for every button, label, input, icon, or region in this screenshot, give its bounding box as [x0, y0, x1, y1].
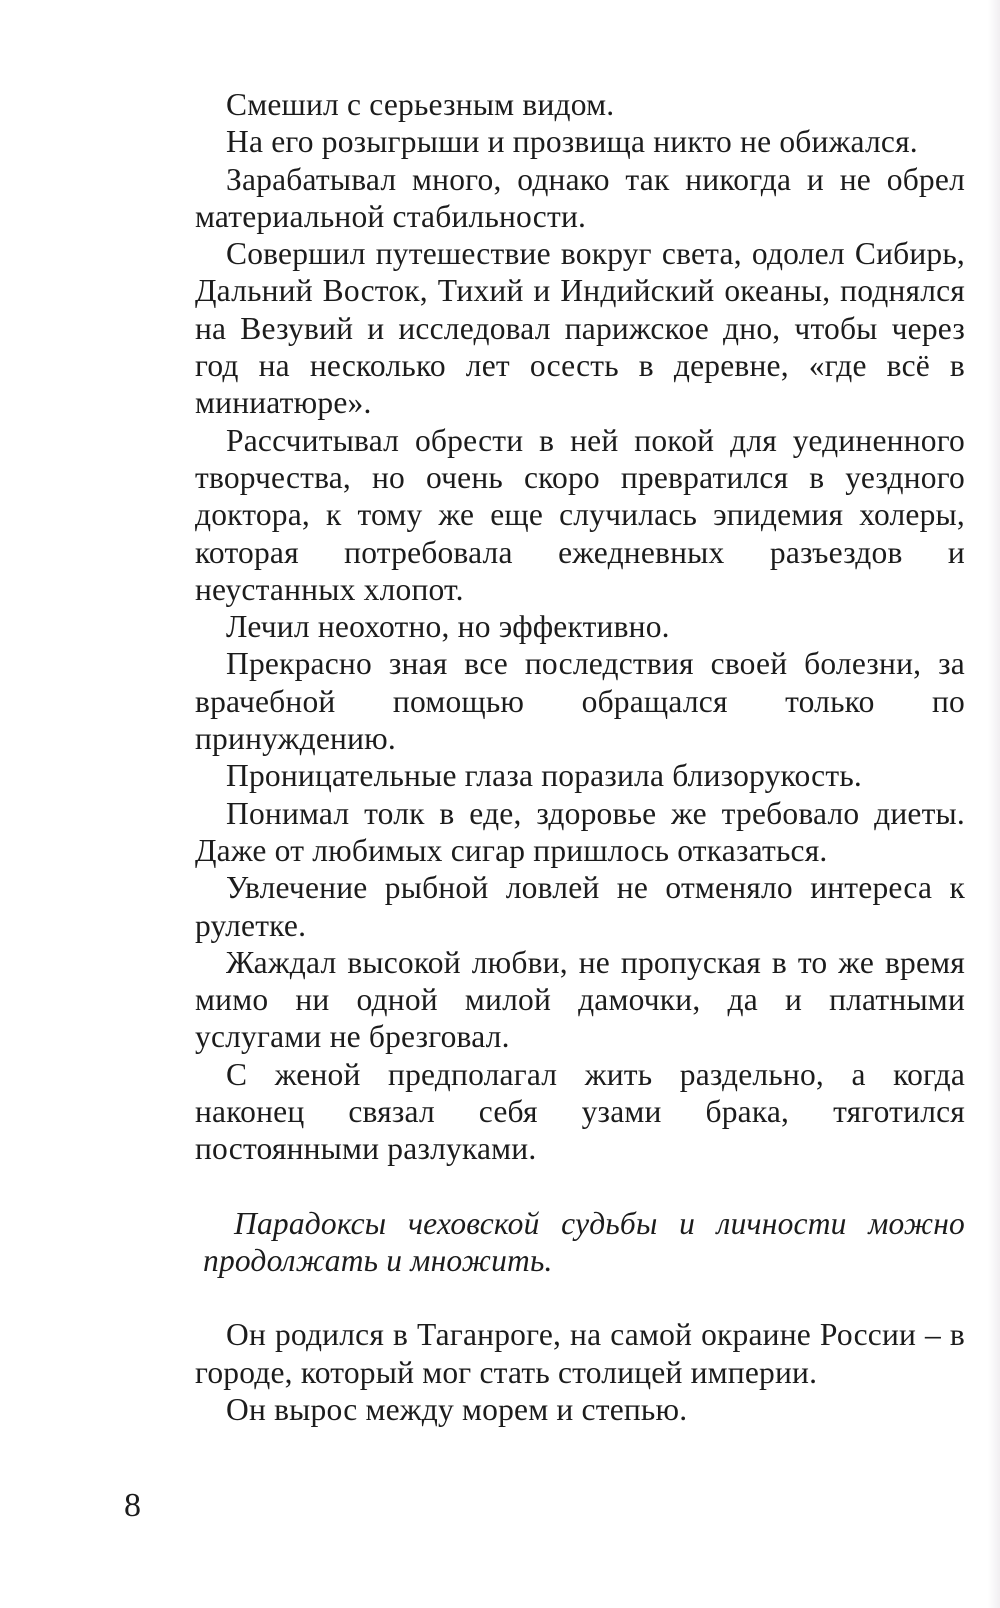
- paragraph-12: С женой предполагал жить раздельно, а когда наконец связал себя узами брака, тяготился постоянными разлуками.: [195, 1056, 965, 1167]
- paragraph-7: Прекрасно зная все последствия своей болезни, за врачебной помощью обращался только по принуждению.: [195, 646, 965, 757]
- paragraph-3: Зарабатывал много, однако так никогда и не обрел материальной стабильности.: [195, 161, 965, 234]
- italic-note: Парадоксы чеховской судьбы и личности можно продолжать и множить.: [203, 1205, 965, 1278]
- paragraph-13: Он родился в Таганроге, на самой окраине России – в городе, который мог стать столицей империи.: [195, 1317, 965, 1390]
- paragraph-14: Он вырос между морем и степью.: [226, 1391, 688, 1427]
- page-edge-shadow: [988, 0, 1000, 1608]
- page-number: 8: [124, 1487, 141, 1524]
- body-text: [195, 86, 965, 1428]
- paragraph-10: Увлечение рыбной ловлей не отменяло интереса к рулетке.: [195, 870, 965, 943]
- paragraph-11: Жаждал высокой любви, не пропуская в то же время мимо ни одной милой дамочки, да и платными услугами не брезговал.: [195, 944, 965, 1055]
- paragraph-5: Рассчитывал обрести в ней покой для уединенного творчества, но очень скоро превратился в уездного доктора, к тому же еще случилась эпидемия холеры, которая потребовала ежедневных разъездов и неустанных хлопот.: [195, 422, 965, 607]
- paragraph-4: Совершил путешествие вокруг света, одолел Сибирь, Дальний Восток, Тихий и Индийский океаны, поднялся на Везувий и исследовал парижское дно, чтобы через год на несколько лет осесть в деревне, «где всё в миниатюре».: [195, 236, 965, 421]
- paragraph-6: Лечил неохотно, но эффективно.: [226, 609, 670, 645]
- paragraph-2: На его розыгрыши и прозвища никто не обижался.: [226, 124, 918, 160]
- paragraph-8: Проницательные глаза поразила близорукость.: [226, 758, 862, 794]
- paragraph-9: Понимал толк в еде, здоровье же требовало диеты. Даже от любимых сигар пришлось отказаться.: [195, 795, 965, 868]
- paragraph-1: Смешил с серьезным видом.: [226, 87, 615, 122]
